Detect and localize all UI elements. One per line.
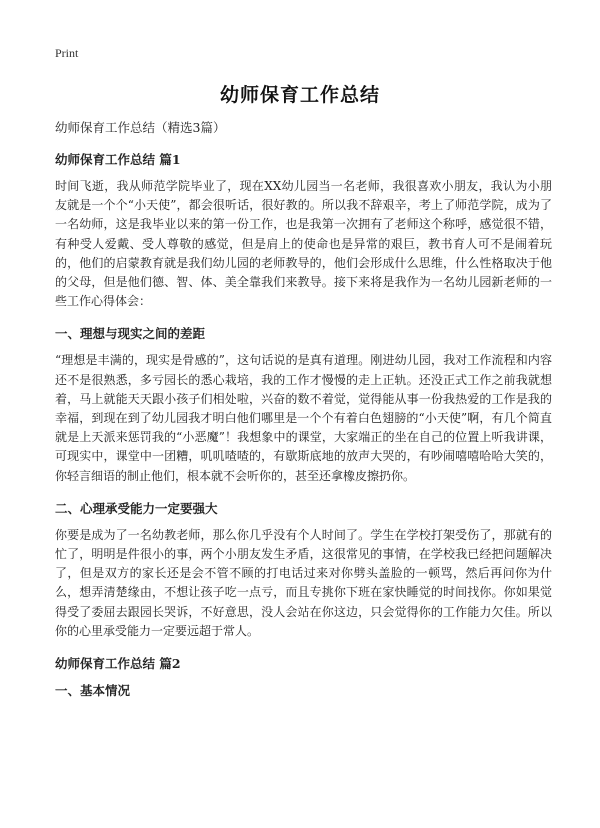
part1-intro-paragraph: 时间飞逝，我从师范学院毕业了，现在XX幼儿园当一名老师，我很喜欢小朋友，我认为小朋友就是一个个“小天使”，都会很听话，很好教的。所以我不辞艰辛，考上了师范学院，成为了一名幼师，这是我毕业以来的第一份工作，也是我第一次拥有了老师这个称呼，感觉很不错，有种受人爱戴、受人尊敬的感觉，但是肩上的使命也是异常的艰巨，教书育人可不是闹着玩的，他们的启蒙教育就是我们幼儿园的老师教导的，他们会形成什么思维，什么性格取决于他的父母，但是他们德、智、体、美全靠我们来教导。接下来将是我作为一名幼儿园新老师的一些工作心得体会： xyxy=(55,179,552,309)
document-subtitle: 幼师保育工作总结（精选3篇） xyxy=(55,120,226,135)
part2-heading: 幼师保育工作总结 篇2 xyxy=(55,656,181,672)
part1-heading: 幼师保育工作总结 篇1 xyxy=(55,152,181,167)
section1-paragraph: “理想是丰满的，现实是骨感的”，这句话说的是真有道理。刚进幼儿园，我对工作流程和内容还不是很熟悉，多亏园长的悉心栽培，我的工作才慢慢的走上正轨。还没正式工作之前我就想着，马上就能天天跟小孩子们相处啦，兴奋的数不着觉，觉得能从事一份我热爱的工作是我的幸福，到现在到了幼儿园我才明白他们哪里是一个个有着白色翅膀的“小天使”啊，有几个简直就是上天派来惩罚我的“小恶魔”！我想象中的课堂，大家端正的坐在自己的位置上听我讲课，可现实中，课堂中一团糟，叽叽喳喳的，有歇斯底地的放声大哭的，有吵闹嘻嘻哈哈大笑的，你轻言细语的制止他们，根本就不会听你的，甚至还拿橡皮擦扔你。 xyxy=(55,353,552,483)
section1-heading: 一、理想与现实之间的差距 xyxy=(55,326,206,342)
page-title: 幼师保育工作总结 xyxy=(219,84,380,106)
part2-section1-heading: 一、基本情况 xyxy=(55,683,131,699)
document-body xyxy=(55,118,552,708)
print-link[interactable]: Print xyxy=(55,46,79,60)
section2-heading: 二、心理承受能力一定要强大 xyxy=(55,500,218,516)
section2-paragraph: 你要是成为了一名幼教老师，那么你几乎没有个人时间了。学生在学校打架受伤了，那就有的忙了，明明是件很小的事，两个小朋友发生矛盾，这很常见的事情，在学校我已经把问题解决了，但是双方的家长还是会不管不顾的打电话过来对你劈头盖脸的一顿骂，然后再问你为什么，想弄清楚缘由，不想让孩子吃一点亏，而且专挑你下班在家快睡觉的时间找你。你如果觉得受了委屈去跟园长哭诉，不好意思，没人会站在你这边，只会觉得你的工作能力欠佳。所以你的心里承受能力一定要远超于常人。 xyxy=(55,527,552,638)
